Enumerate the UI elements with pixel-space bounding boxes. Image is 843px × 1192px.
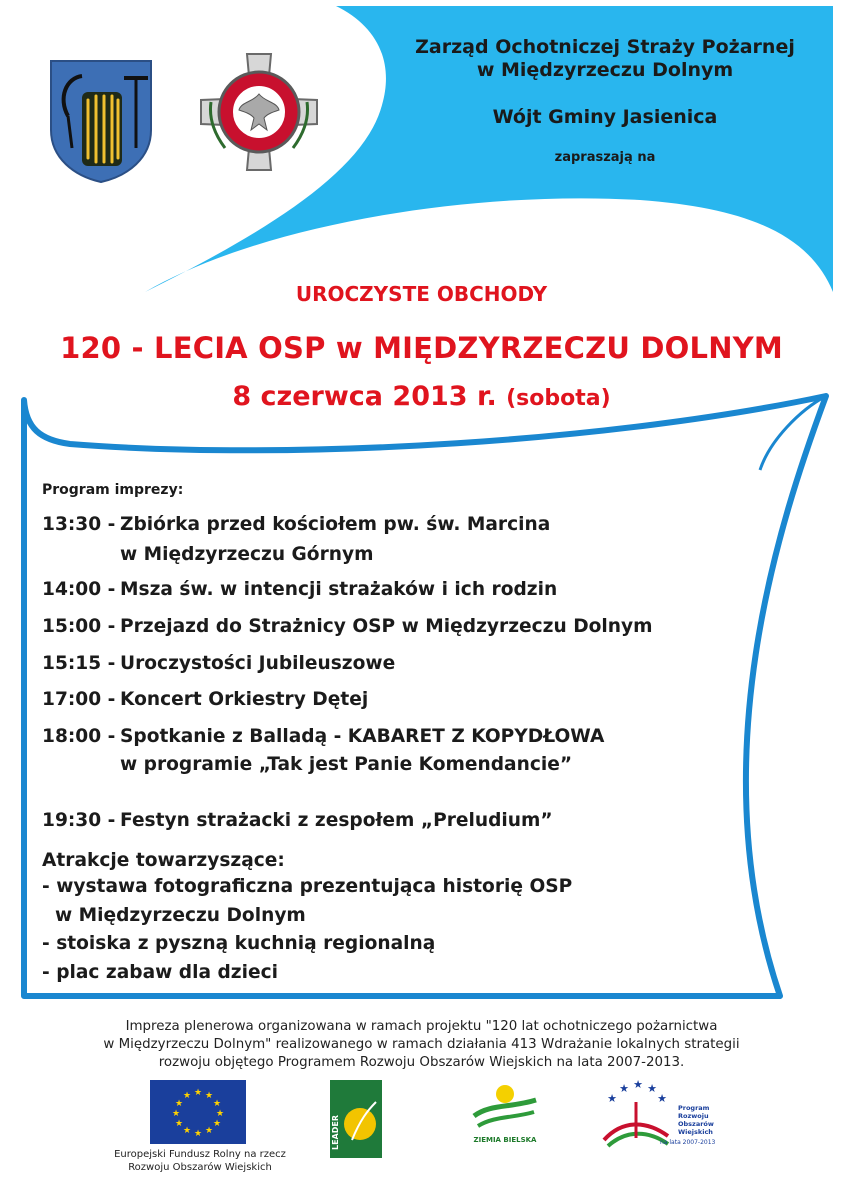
event-date (0, 381, 843, 412)
program-text: Uroczystości Jubileuszowe (120, 653, 396, 674)
prow-label (678, 1104, 714, 1136)
prow-period: na lata 2007-2013 (660, 1139, 716, 1146)
co-organizer-name: Wójt Gminy Jasienica (492, 106, 718, 128)
program-item (42, 687, 368, 713)
program-text: Koncert Orkiestry Dętej (120, 689, 369, 710)
attraction-item: - stoiska z pyszną kuchnią regionalną (42, 933, 436, 954)
svg-text:★: ★ (607, 1092, 617, 1105)
prow-label-line: Rozwoju (678, 1112, 709, 1120)
event-weekday: (sobota) (506, 386, 611, 411)
footer-line: w Międzyrzeczu Dolnym" realizowanego w ramach działania 413 Wdrażanie lokalnych strategii (103, 1037, 740, 1052)
svg-text:★: ★ (193, 1088, 203, 1098)
eu-fund-caption (100, 1148, 300, 1174)
program-text: Festyn strażacki z zespołem „Preludium” (120, 810, 553, 831)
eu-caption-line: Rozwoju Obszarów Wiejskich (128, 1162, 272, 1173)
invite-text: zapraszają na (554, 150, 656, 165)
program-label: Program imprezy: (42, 482, 184, 498)
svg-text:★: ★ (212, 1119, 222, 1129)
svg-text:★: ★ (204, 1091, 214, 1101)
organizer-line-2: w Międzyrzeczu Dolnym (476, 59, 734, 81)
svg-text:★: ★ (215, 1109, 225, 1119)
program-text-cont: w programie „Tak jest Panie Komendancie” (120, 754, 573, 775)
program-text: Msza św. w intencji strażaków i ich rodzin (120, 579, 558, 600)
program-item (42, 724, 604, 778)
ziemia-bielska-logo-icon (470, 1082, 540, 1132)
prow-label-line: Obszarów (678, 1120, 714, 1128)
program-text: Zbiórka przed kościołem pw. św. Marcina (120, 514, 551, 535)
program-item (42, 808, 553, 834)
attractions-heading: Atrakcje towarzyszące: (42, 850, 285, 871)
eu-flag-icon (150, 1080, 246, 1144)
svg-text:★: ★ (212, 1099, 222, 1109)
event-title: 120 - LECIA OSP w MIĘDZYRZECZU DOLNYM (60, 331, 783, 365)
svg-text:★: ★ (657, 1092, 667, 1105)
program-time: 15:15 - (42, 653, 116, 674)
program-time: 19:30 - (42, 810, 116, 831)
program-item (42, 651, 395, 677)
footer-line: rozwoju objętego Programem Rozwoju Obszarów Wiejskich na lata 2007-2013. (158, 1055, 685, 1070)
footer-note (0, 1018, 843, 1072)
program-text: Przejazd do Strażnicy OSP w Międzyrzeczu Dolnym (120, 616, 653, 637)
program-time: 14:00 - (42, 579, 116, 600)
svg-text:★: ★ (171, 1109, 181, 1119)
attraction-item: w Międzyrzeczu Dolnym (42, 905, 306, 926)
svg-text:★: ★ (174, 1099, 184, 1109)
eu-caption-line: Europejski Fundusz Rolny na rzecz (114, 1149, 286, 1160)
leader-logo-icon (330, 1080, 382, 1158)
ziemia-bielska-label: ZIEMIA BIELSKA (473, 1136, 537, 1144)
program-item (42, 577, 557, 603)
program-time: 13:30 - (42, 514, 116, 535)
event-date-text: 8 czerwca 2013 r. (232, 381, 497, 412)
coat-of-arms-icon (48, 58, 154, 184)
program-time: 15:00 - (42, 616, 116, 637)
program-text-cont: w Międzyrzeczu Górnym (120, 544, 374, 565)
leader-logo-text: LEADER (331, 1114, 340, 1150)
footer-line: Impreza plenerowa organizowana w ramach projektu "120 lat ochotniczego pożarnictwa (125, 1019, 718, 1034)
svg-text:★: ★ (204, 1126, 214, 1136)
svg-text:★: ★ (174, 1119, 184, 1129)
attraction-item: - wystawa fotograficzna prezentująca historię OSP (42, 876, 573, 897)
program-item (42, 614, 653, 640)
prow-label-line: Program (678, 1104, 710, 1112)
svg-text:★: ★ (619, 1082, 629, 1095)
svg-text:★: ★ (182, 1091, 192, 1101)
program-time: 17:00 - (42, 689, 116, 710)
program-text: Spotkanie z Balladą - KABARET Z KOPYDŁOWA (120, 726, 605, 747)
svg-text:★: ★ (182, 1126, 192, 1136)
svg-text:★: ★ (193, 1129, 203, 1139)
osp-emblem-icon (196, 50, 322, 174)
program-item (42, 512, 550, 568)
organizer-name (385, 36, 825, 82)
event-subtitle: UROCZYSTE OBCHODY (295, 282, 548, 306)
prow-label-line: Wiejskich (678, 1128, 713, 1136)
attraction-item: - plac zabaw dla dzieci (42, 962, 279, 983)
program-time: 18:00 - (42, 726, 116, 747)
svg-text:★: ★ (647, 1082, 657, 1095)
organizer-line-1: Zarząd Ochotniczej Straży Pożarnej (415, 36, 795, 58)
svg-text:★: ★ (633, 1080, 643, 1091)
